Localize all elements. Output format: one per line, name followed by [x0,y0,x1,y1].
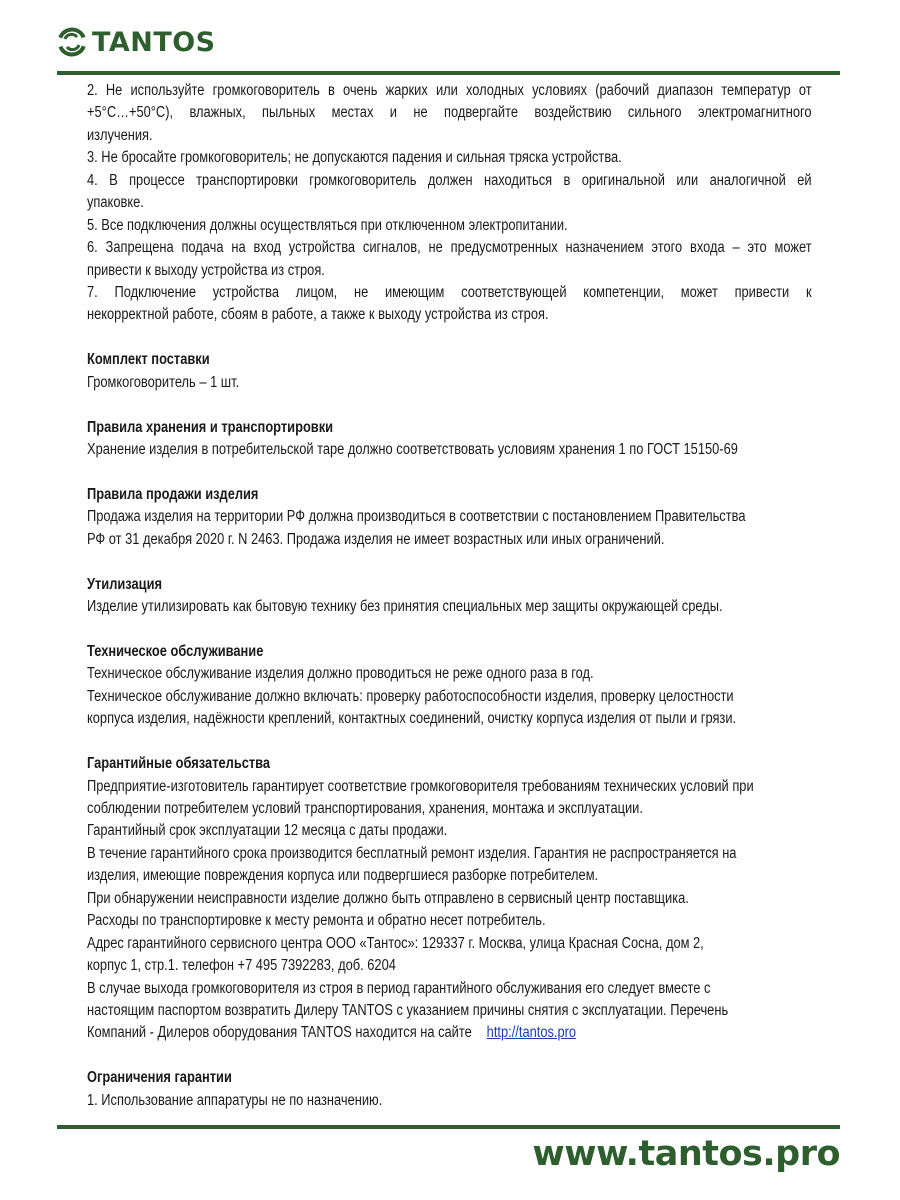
text-line [87,192,812,214]
line-text: Гарантийные обязательства [87,755,271,773]
section-heading [87,349,812,371]
text-line [87,282,812,304]
blank-line [87,327,812,349]
text-line [87,260,812,282]
line-text: 1. Использование аппаратуры не по назначению. [87,1091,383,1109]
section-heading [87,417,812,439]
line-text: РФ от 31 декабря 2020 г. N 2463. Продажа изделия не имеет возрастных или иных ограничений. [87,530,665,548]
line-text: Правила хранения и транспортировки [87,418,334,436]
line-text: некорректной работе, сбоям в работе, а также к выходу устройства из строя. [87,306,549,324]
text-line [87,1090,812,1112]
line-text: 4. В процессе транспортировки громкоговоритель должен находиться в оригинальной или аналогичной ей [87,171,812,189]
text-line [87,865,812,887]
text-line [87,1000,812,1022]
text-line [87,708,812,730]
line-text: Комплект поставки [87,351,210,369]
line-text: Правила продажи изделия [87,485,259,503]
line-text: В случае выхода громкоговорителя из строя в период гарантийного обслуживания его следует вместе с [87,979,711,997]
line-text: Предприятие-изготовитель гарантирует соответствие громкоговорителя требованиям технических условий при [87,777,754,795]
section-heading [87,484,812,506]
text-line [87,237,812,259]
text-line [87,372,812,394]
tantos-logo [56,26,216,58]
line-text: +5°С…+50°С), влажных, пыльных местах и не подвергайте воздействию сильного электромагнитного [87,104,812,122]
footer-website: www.tantos.pro [532,1134,840,1174]
text-line [87,125,812,147]
line-text: изделия, имеющие повреждения корпуса или подвергшиеся разборке потребителем. [87,867,599,885]
document-body [87,80,812,1112]
text-line [87,506,812,528]
blank-line [87,619,812,641]
line-text: Расходы по транспортировке к месту ремонта и обратно несет потребитель. [87,912,546,930]
text-line [87,1022,812,1044]
line-text: 2. Не используйте громкоговоритель в очень жарких или холодных условиях (рабочий диапазон температур от [87,82,812,99]
line-text: настоящим паспортом возвратить Дилеру TANTOS с указанием причины снятия с эксплуатации. Перечень [87,1001,729,1019]
text-line [87,439,812,461]
blank-line [87,731,812,753]
text-line [87,80,812,102]
text-line [87,663,812,685]
line-text: Хранение изделия в потребительской таре должно соответствовать условиям хранения 1 по ГОСТ 15150-69 [87,441,738,458]
text-line [87,170,812,192]
text-line [87,955,812,977]
blank-line [87,461,812,483]
line-text: 6. Запрещена подача на вход устройства сигналов, не предусмотренных назначением этого входа – это может [87,239,812,257]
line-text: Техническое обслуживание должно включать: проверку работоспособности изделия, проверку целостности [87,687,734,705]
text-line [87,215,812,237]
line-text: Ограничения гарантии [87,1069,232,1087]
footer-divider [57,1125,840,1129]
line-text: В течение гарантийного срока производится бесплатный ремонт изделия. Гарантия не распространяется на [87,844,737,862]
line-text: упаковке. [87,194,144,212]
text-line [87,686,812,708]
text-line [87,304,812,326]
line-text: Гарантийный срок эксплуатации 12 месяца с даты продажи. [87,822,448,840]
line-text: привести к выходу устройства из строя. [87,261,325,279]
line-text: корпуса изделия, надёжности креплений, контактных соединений, очистку корпуса изделия от пыли и грязи. [87,710,737,728]
line-text: 5. Все подключения должны осуществляться при отключенном электропитании. [87,216,568,234]
blank-line [87,551,812,573]
text-line [87,910,812,932]
line-text: Громкоговоритель – 1 шт. [87,373,240,391]
header-divider [57,71,840,75]
text-line [87,978,812,1000]
line-text: Компаний - Дилеров оборудования TANTOS находится на сайте [87,1024,472,1042]
text-line [87,888,812,910]
line-text: Техническое обслуживание [87,642,264,660]
text-line [87,820,812,842]
text-line [87,843,812,865]
blank-line [87,1045,812,1067]
text-line [87,147,812,169]
text-line [87,798,812,820]
line-text: Утилизация [87,575,162,593]
line-text: соблюдении потребителем условий транспортирования, хранения, монтажа и эксплуатации. [87,800,643,817]
text-line [87,596,812,618]
line-text: Техническое обслуживание изделия должно проводиться не реже одного раза в год. [87,665,594,683]
line-text: Изделие утилизировать как бытовую технику без принятия специальных мер защиты окружающей среды. [87,598,723,616]
section-heading [87,574,812,596]
tantos-logo-icon [56,26,88,58]
line-text: излучения. [87,126,153,144]
section-heading [87,641,812,663]
text-line [87,776,812,798]
section-heading [87,753,812,775]
line-text: 3. Не бросайте громкоговоритель; не допускаются падения и сильная тряска устройства. [87,149,622,167]
text-line [87,529,812,551]
logo-text: TANTOS [92,26,216,58]
blank-line [87,394,812,416]
line-text: При обнаружении неисправности изделие должно быть отправлено в сервисный центр поставщика. [87,889,689,907]
text-line [87,102,812,124]
line-text: Адрес гарантийного сервисного центра ООО «Тантос»: 129337 г. Москва, улица Красная Сосна, дом 2, [87,934,704,952]
website-link[interactable]: http://tantos.pro [486,1024,577,1042]
line-text: 7. Подключение устройства лицом, не имеющим соответствующей компетенции, может привести к [87,283,812,301]
line-text: Продажа изделия на территории РФ должна производиться в соответствии с постановлением Правительства [87,508,746,526]
line-text: корпус 1, стр.1. телефон +7 495 7392283, доб. 6204 [87,957,396,975]
section-heading [87,1067,812,1089]
text-line [87,933,812,955]
